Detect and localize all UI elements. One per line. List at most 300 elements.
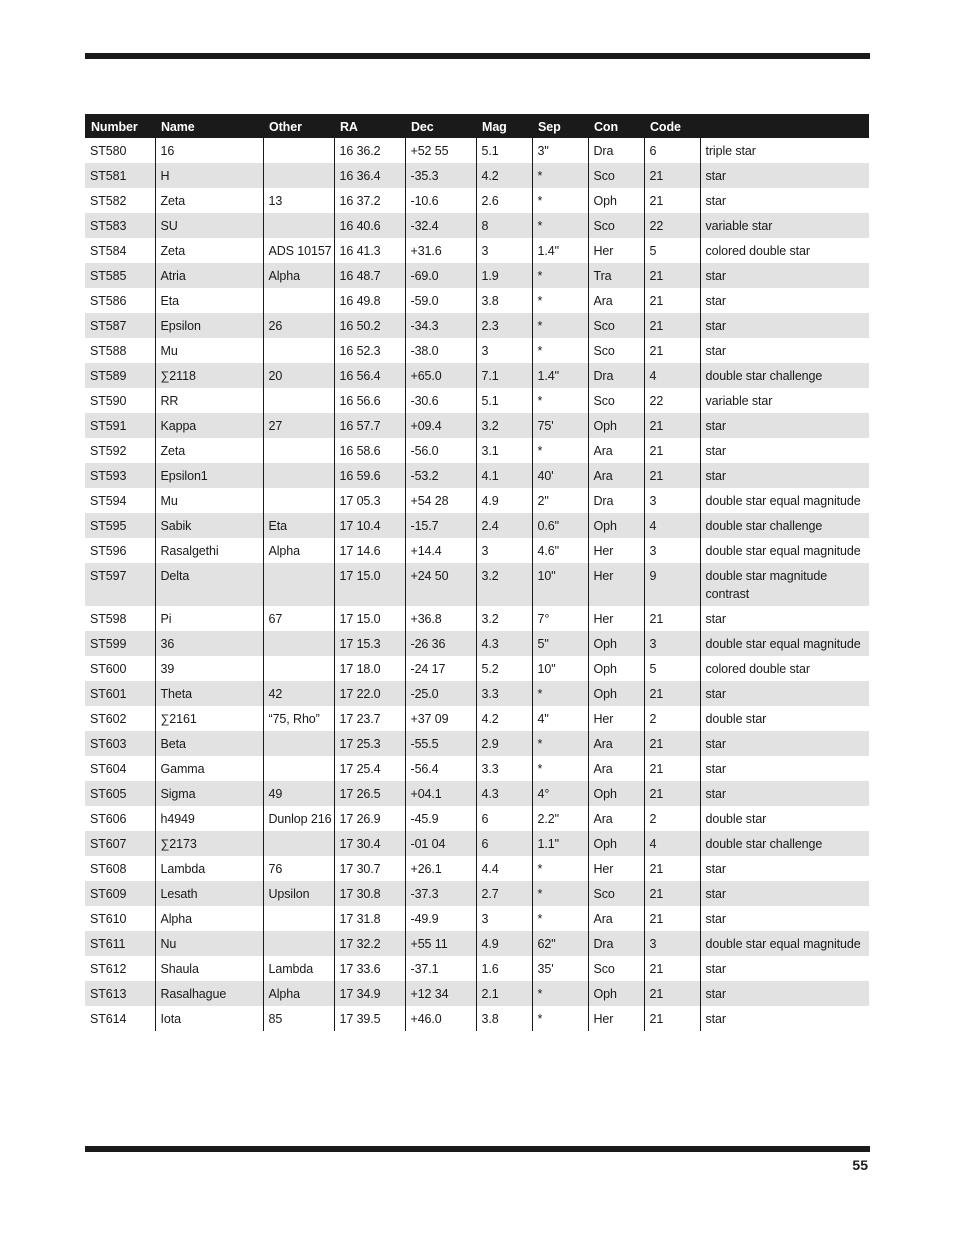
cell-description: star — [700, 438, 869, 463]
cell-sep: * — [532, 981, 588, 1006]
table-row — [85, 238, 869, 263]
cell-name: Shaula — [155, 956, 263, 981]
cell-dec: -15.7 — [405, 513, 476, 538]
cell-dec: +31.6 — [405, 238, 476, 263]
cell-other: Lambda — [263, 956, 334, 981]
cell-other — [263, 163, 334, 188]
cell-number: ST598 — [90, 612, 127, 626]
cell-number: ST609 — [90, 887, 127, 901]
cell-sep: * — [532, 756, 588, 781]
cell-name: Rasalhague — [155, 981, 263, 1006]
cell-number: ST613 — [90, 987, 127, 1001]
cell-name: Beta — [155, 731, 263, 756]
cell-sep: * — [532, 188, 588, 213]
cell-dec: +36.8 — [405, 606, 476, 631]
cell-other: Upsilon — [263, 881, 334, 906]
cell-other: 26 — [263, 313, 334, 338]
cell-description: star — [700, 781, 869, 806]
cell-number: ST611 — [90, 937, 126, 951]
cell-number: ST596 — [90, 544, 127, 558]
cell-mag: 5.2 — [476, 656, 532, 681]
table-row — [85, 338, 869, 363]
table-row — [85, 956, 869, 981]
cell-sep: * — [532, 213, 588, 238]
cell-dec: +52 55 — [405, 138, 476, 163]
column-header: Con — [594, 120, 618, 134]
cell-code: 21 — [644, 288, 700, 313]
cell-number: ST595 — [90, 519, 127, 533]
table-row — [85, 706, 869, 731]
cell-name: H — [155, 163, 263, 188]
cell-number: ST580 — [90, 144, 127, 158]
cell-description: star — [700, 906, 869, 931]
cell-other — [263, 731, 334, 756]
cell-name: Atria — [155, 263, 263, 288]
cell-ra: 16 56.6 — [334, 388, 405, 413]
cell-dec: +37 09 — [405, 706, 476, 731]
cell-number: ST608 — [90, 862, 127, 876]
cell-number: ST581 — [90, 169, 127, 183]
cell-number: ST610 — [90, 912, 127, 926]
cell-ra: 17 26.9 — [334, 806, 405, 831]
cell-description: colored double star — [700, 656, 869, 681]
cell-dec: -38.0 — [405, 338, 476, 363]
table-row — [85, 856, 869, 881]
cell-number: ST586 — [90, 294, 127, 308]
cell-number: ST603 — [90, 737, 127, 751]
cell-ra: 17 30.8 — [334, 881, 405, 906]
column-header: Code — [650, 120, 681, 134]
cell-mag: 3.8 — [476, 1006, 532, 1031]
cell-con: Her — [588, 238, 644, 263]
cell-ra: 17 22.0 — [334, 681, 405, 706]
cell-number: ST606 — [90, 812, 127, 826]
cell-con: Ara — [588, 756, 644, 781]
cell-ra: 17 15.3 — [334, 631, 405, 656]
cell-name: Sabik — [155, 513, 263, 538]
cell-description: star — [700, 856, 869, 881]
cell-ra: 16 37.2 — [334, 188, 405, 213]
cell-sep: 0.6" — [532, 513, 588, 538]
cell-sep: * — [532, 338, 588, 363]
table-row — [85, 806, 869, 831]
table-row — [85, 263, 869, 288]
cell-number: ST601 — [90, 687, 127, 701]
cell-mag: 8 — [476, 213, 532, 238]
cell-number: ST612 — [90, 962, 127, 976]
cell-con: Ara — [588, 906, 644, 931]
cell-other — [263, 756, 334, 781]
cell-ra: 16 58.6 — [334, 438, 405, 463]
cell-ra: 16 40.6 — [334, 213, 405, 238]
cell-code: 21 — [644, 881, 700, 906]
cell-ra: 17 14.6 — [334, 538, 405, 563]
cell-name: Kappa — [155, 413, 263, 438]
cell-mag: 3 — [476, 906, 532, 931]
cell-other: Alpha — [263, 538, 334, 563]
cell-dec: -10.6 — [405, 188, 476, 213]
table-row — [85, 606, 869, 631]
cell-sep: 10" — [532, 563, 588, 606]
column-header: Mag — [482, 120, 507, 134]
cell-ra: 16 36.2 — [334, 138, 405, 163]
cell-con: Sco — [588, 338, 644, 363]
table-row — [85, 1006, 869, 1031]
cell-con: Sco — [588, 956, 644, 981]
cell-other — [263, 906, 334, 931]
cell-dec: -56.0 — [405, 438, 476, 463]
cell-mag: 3 — [476, 538, 532, 563]
cell-con: Oph — [588, 981, 644, 1006]
cell-number: ST607 — [90, 837, 127, 851]
cell-dec: +14.4 — [405, 538, 476, 563]
column-header: Sep — [538, 120, 561, 134]
cell-name: ∑2173 — [155, 831, 263, 856]
cell-code: 21 — [644, 956, 700, 981]
cell-description: star — [700, 981, 869, 1006]
cell-mag: 5.1 — [476, 388, 532, 413]
cell-description: double star challenge — [700, 363, 869, 388]
cell-mag: 4.2 — [476, 163, 532, 188]
cell-con: Sco — [588, 881, 644, 906]
cell-other: 13 — [263, 188, 334, 213]
cell-mag: 6 — [476, 806, 532, 831]
cell-description: star — [700, 413, 869, 438]
cell-name: ∑2161 — [155, 706, 263, 731]
cell-sep: * — [532, 263, 588, 288]
cell-number: ST587 — [90, 319, 127, 333]
cell-description: star — [700, 681, 869, 706]
cell-other: Alpha — [263, 981, 334, 1006]
cell-con: Her — [588, 563, 644, 606]
table-row — [85, 438, 869, 463]
cell-con: Her — [588, 706, 644, 731]
cell-sep: 1.4" — [532, 363, 588, 388]
cell-name: Mu — [155, 488, 263, 513]
cell-sep: 5" — [532, 631, 588, 656]
cell-other — [263, 288, 334, 313]
cell-dec: -34.3 — [405, 313, 476, 338]
cell-mag: 5.1 — [476, 138, 532, 163]
table-row — [85, 756, 869, 781]
cell-sep: 35' — [532, 956, 588, 981]
cell-name: Mu — [155, 338, 263, 363]
cell-dec: -69.0 — [405, 263, 476, 288]
cell-number: ST588 — [90, 344, 127, 358]
table-row — [85, 188, 869, 213]
cell-number: ST582 — [90, 194, 127, 208]
cell-ra: 16 56.4 — [334, 363, 405, 388]
cell-ra: 17 30.4 — [334, 831, 405, 856]
cell-sep: 2.2" — [532, 806, 588, 831]
cell-sep: 7° — [532, 606, 588, 631]
cell-ra: 17 18.0 — [334, 656, 405, 681]
cell-name: Rasalgethi — [155, 538, 263, 563]
cell-con: Oph — [588, 831, 644, 856]
cell-name: Nu — [155, 931, 263, 956]
cell-code: 22 — [644, 388, 700, 413]
cell-other — [263, 338, 334, 363]
cell-code: 4 — [644, 831, 700, 856]
cell-mag: 3 — [476, 338, 532, 363]
cell-other — [263, 631, 334, 656]
cell-description: double star — [700, 706, 869, 731]
cell-name: Pi — [155, 606, 263, 631]
table-row — [85, 731, 869, 756]
cell-description: double star equal magnitude — [700, 538, 869, 563]
cell-dec: -59.0 — [405, 288, 476, 313]
cell-dec: -37.1 — [405, 956, 476, 981]
cell-code: 3 — [644, 488, 700, 513]
cell-mag: 6 — [476, 831, 532, 856]
cell-description: star — [700, 731, 869, 756]
cell-other: 76 — [263, 856, 334, 881]
cell-name: Lambda — [155, 856, 263, 881]
cell-description: colored double star — [700, 238, 869, 263]
cell-other: Eta — [263, 513, 334, 538]
cell-con: Dra — [588, 138, 644, 163]
cell-number: ST600 — [90, 662, 127, 676]
cell-name: ∑2118 — [155, 363, 263, 388]
table-row — [85, 288, 869, 313]
cell-con: Oph — [588, 188, 644, 213]
cell-dec: +12 34 — [405, 981, 476, 1006]
cell-description: star — [700, 163, 869, 188]
cell-sep: * — [532, 1006, 588, 1031]
table-row — [85, 981, 869, 1006]
cell-dec: -45.9 — [405, 806, 476, 831]
cell-description: star — [700, 338, 869, 363]
cell-dec: -55.5 — [405, 731, 476, 756]
cell-mag: 1.9 — [476, 263, 532, 288]
cell-mag: 3.2 — [476, 563, 532, 606]
cell-ra: 16 59.6 — [334, 463, 405, 488]
cell-number: ST584 — [90, 244, 127, 258]
cell-con: Ara — [588, 463, 644, 488]
column-header — [700, 114, 869, 138]
cell-other — [263, 656, 334, 681]
cell-description: star — [700, 188, 869, 213]
cell-code: 3 — [644, 631, 700, 656]
cell-description: star — [700, 288, 869, 313]
cell-number: ST599 — [90, 637, 127, 651]
cell-con: Oph — [588, 413, 644, 438]
cell-code: 21 — [644, 313, 700, 338]
cell-mag: 7.1 — [476, 363, 532, 388]
cell-dec: +46.0 — [405, 1006, 476, 1031]
cell-dec: -24 17 — [405, 656, 476, 681]
table-row — [85, 831, 869, 856]
cell-other — [263, 931, 334, 956]
cell-con: Her — [588, 538, 644, 563]
cell-number: ST604 — [90, 762, 127, 776]
cell-ra: 16 50.2 — [334, 313, 405, 338]
cell-code: 4 — [644, 513, 700, 538]
cell-mag: 3.3 — [476, 681, 532, 706]
table-header-row — [85, 114, 869, 138]
cell-con: Dra — [588, 363, 644, 388]
cell-code: 9 — [644, 563, 700, 606]
cell-description: star — [700, 881, 869, 906]
cell-con: Her — [588, 856, 644, 881]
cell-ra: 17 15.0 — [334, 563, 405, 606]
table-body — [85, 138, 869, 1031]
cell-sep: * — [532, 288, 588, 313]
cell-description: variable star — [700, 213, 869, 238]
cell-ra: 16 48.7 — [334, 263, 405, 288]
cell-code: 5 — [644, 656, 700, 681]
cell-number: ST589 — [90, 369, 127, 383]
cell-con: Dra — [588, 488, 644, 513]
cell-other — [263, 138, 334, 163]
cell-dec: +65.0 — [405, 363, 476, 388]
page-number: 55 — [852, 1157, 868, 1173]
star-catalog-table — [85, 114, 869, 1031]
cell-mag: 4.4 — [476, 856, 532, 881]
cell-other: 49 — [263, 781, 334, 806]
cell-ra: 17 39.5 — [334, 1006, 405, 1031]
cell-mag: 4.9 — [476, 931, 532, 956]
cell-sep: 2" — [532, 488, 588, 513]
cell-other — [263, 831, 334, 856]
cell-mag: 3.2 — [476, 606, 532, 631]
cell-ra: 17 33.6 — [334, 956, 405, 981]
cell-ra: 17 05.3 — [334, 488, 405, 513]
cell-dec: -26 36 — [405, 631, 476, 656]
cell-description: double star equal magnitude — [700, 488, 869, 513]
table-row — [85, 781, 869, 806]
cell-con: Her — [588, 606, 644, 631]
cell-ra: 16 41.3 — [334, 238, 405, 263]
cell-sep: * — [532, 388, 588, 413]
cell-sep: * — [532, 906, 588, 931]
table-row — [85, 163, 869, 188]
table-row — [85, 513, 869, 538]
cell-mag: 4.1 — [476, 463, 532, 488]
cell-description: star — [700, 756, 869, 781]
cell-dec: +26.1 — [405, 856, 476, 881]
cell-name: 36 — [155, 631, 263, 656]
column-header: Dec — [411, 120, 434, 134]
cell-description: star — [700, 463, 869, 488]
cell-number: ST602 — [90, 712, 127, 726]
cell-number: ST585 — [90, 269, 127, 283]
cell-con: Oph — [588, 781, 644, 806]
cell-description: double star challenge — [700, 831, 869, 856]
cell-con: Tra — [588, 263, 644, 288]
cell-ra: 17 34.9 — [334, 981, 405, 1006]
cell-description: double star equal magnitude — [700, 631, 869, 656]
cell-other: 42 — [263, 681, 334, 706]
table-row — [85, 681, 869, 706]
cell-other: 85 — [263, 1006, 334, 1031]
table-row — [85, 563, 869, 606]
cell-sep: 75' — [532, 413, 588, 438]
cell-sep: 4" — [532, 706, 588, 731]
cell-mag: 3.8 — [476, 288, 532, 313]
cell-name: Theta — [155, 681, 263, 706]
cell-sep: * — [532, 681, 588, 706]
cell-description: star — [700, 606, 869, 631]
cell-mag: 2.3 — [476, 313, 532, 338]
cell-code: 21 — [644, 438, 700, 463]
table-row — [85, 931, 869, 956]
cell-code: 4 — [644, 363, 700, 388]
cell-other: 67 — [263, 606, 334, 631]
cell-code: 21 — [644, 263, 700, 288]
cell-number: ST583 — [90, 219, 127, 233]
cell-ra: 16 57.7 — [334, 413, 405, 438]
cell-con: Ara — [588, 731, 644, 756]
cell-description: double star — [700, 806, 869, 831]
cell-code: 3 — [644, 538, 700, 563]
cell-code: 21 — [644, 188, 700, 213]
cell-other — [263, 213, 334, 238]
table-row — [85, 138, 869, 163]
cell-con: Sco — [588, 313, 644, 338]
cell-ra: 16 52.3 — [334, 338, 405, 363]
cell-name: 39 — [155, 656, 263, 681]
cell-code: 2 — [644, 806, 700, 831]
cell-number: ST597 — [90, 569, 127, 583]
cell-code: 21 — [644, 731, 700, 756]
table-row — [85, 906, 869, 931]
table-row — [85, 656, 869, 681]
cell-con: Her — [588, 1006, 644, 1031]
cell-name: Epsilon — [155, 313, 263, 338]
cell-ra: 17 26.5 — [334, 781, 405, 806]
table-row — [85, 463, 869, 488]
cell-sep: 4° — [532, 781, 588, 806]
cell-dec: -32.4 — [405, 213, 476, 238]
cell-code: 21 — [644, 413, 700, 438]
cell-number: ST614 — [90, 1012, 127, 1026]
cell-code: 21 — [644, 856, 700, 881]
cell-name: Iota — [155, 1006, 263, 1031]
cell-con: Sco — [588, 163, 644, 188]
cell-code: 21 — [644, 463, 700, 488]
cell-dec: +04.1 — [405, 781, 476, 806]
cell-number: ST594 — [90, 494, 127, 508]
table-row — [85, 881, 869, 906]
cell-code: 21 — [644, 981, 700, 1006]
cell-mag: 2.7 — [476, 881, 532, 906]
cell-name: Eta — [155, 288, 263, 313]
cell-description: star — [700, 313, 869, 338]
cell-other: “75, Rho” — [263, 706, 334, 731]
cell-mag: 2.6 — [476, 188, 532, 213]
cell-mag: 2.9 — [476, 731, 532, 756]
cell-code: 2 — [644, 706, 700, 731]
cell-other — [263, 563, 334, 606]
cell-sep: 1.4" — [532, 238, 588, 263]
cell-sep: 3" — [532, 138, 588, 163]
cell-sep: * — [532, 856, 588, 881]
cell-dec: -30.6 — [405, 388, 476, 413]
cell-other: 20 — [263, 363, 334, 388]
table-row — [85, 213, 869, 238]
cell-other: Dunlop 216 — [263, 806, 334, 831]
cell-mag: 3 — [476, 238, 532, 263]
cell-code: 21 — [644, 756, 700, 781]
cell-con: Sco — [588, 213, 644, 238]
cell-name: 16 — [155, 138, 263, 163]
cell-name: Zeta — [155, 438, 263, 463]
cell-ra: 17 25.3 — [334, 731, 405, 756]
table-row — [85, 413, 869, 438]
cell-dec: +55 11 — [405, 931, 476, 956]
cell-code: 5 — [644, 238, 700, 263]
